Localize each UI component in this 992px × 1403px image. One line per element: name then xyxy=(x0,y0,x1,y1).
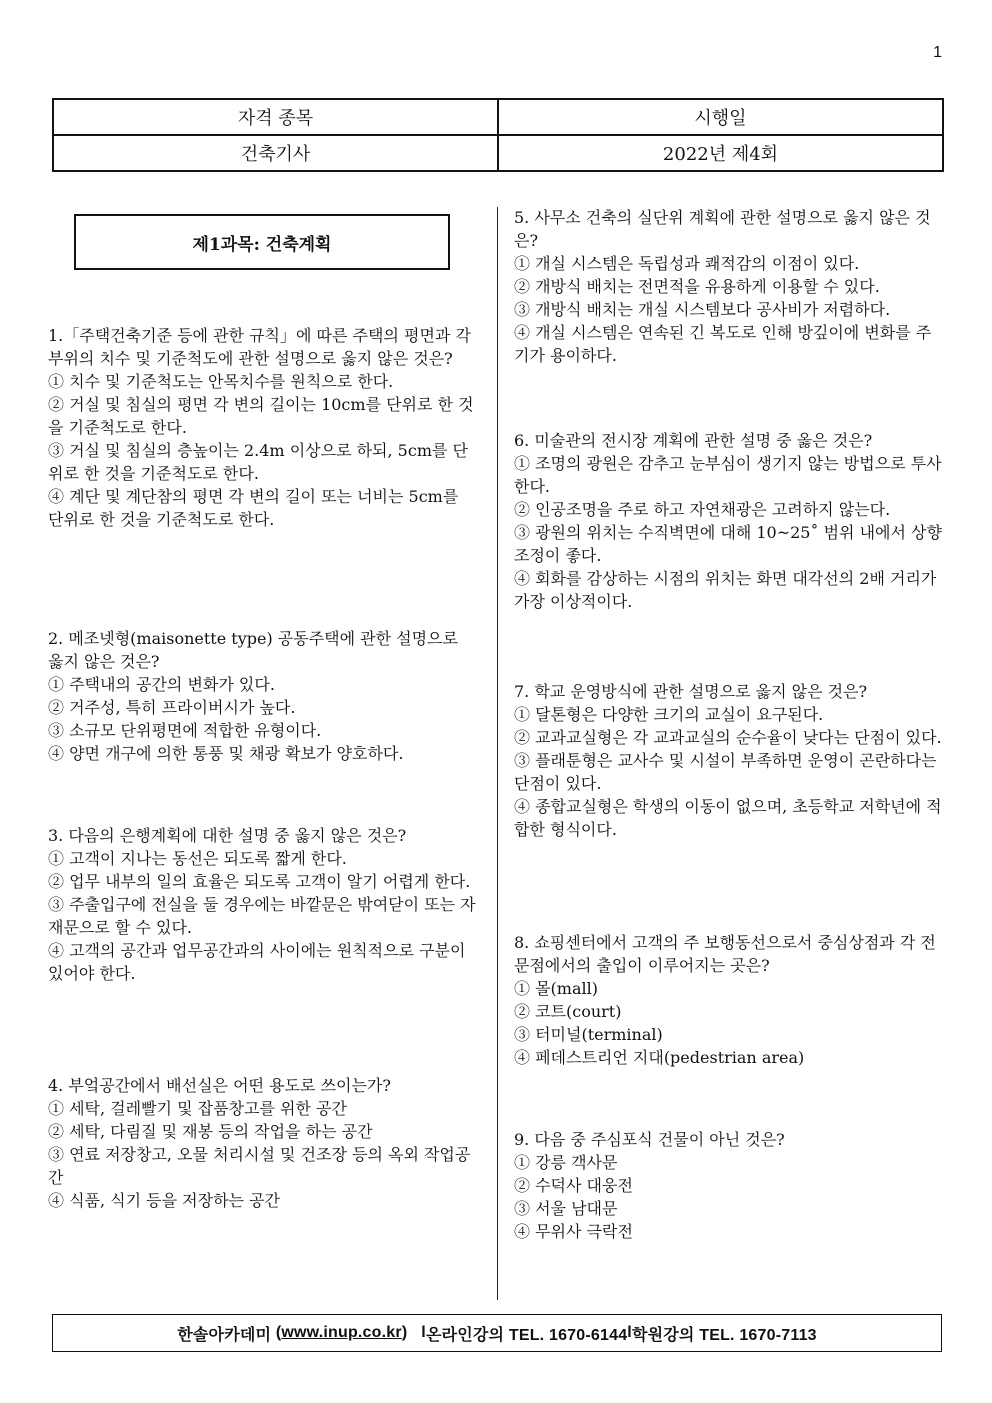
column-divider xyxy=(497,207,498,1300)
question-option: ① 조명의 광원은 감추고 눈부심이 생기지 않는 방법으로 투사한다. xyxy=(514,454,942,496)
question-option: ③ 서울 남대문 xyxy=(514,1199,618,1218)
question-option: ② 거주성, 특히 프라이버시가 높다. xyxy=(48,698,296,717)
question-stem: 1.「주택건축기준 등에 관한 규칙」에 따른 주택의 평면과 각 부위의 치수 및 기준척도에 관한 설명으로 옳지 않은 것은? xyxy=(48,326,471,368)
footer-offline-phone: 학원강의 TEL. 1670-7113 xyxy=(631,1326,817,1344)
question-option: ① 달톤형은 다양한 크기의 교실이 요구된다. xyxy=(514,705,824,724)
question-stem: 7. 학교 운영방식에 관한 설명으로 옳지 않은 것은? xyxy=(514,682,868,701)
footer-contact-box: 한솔아카데미 ( www.inup.co.kr ) l 온라인강의 TEL. 1670-6144 l 학원강의 TEL. 1670-7113 xyxy=(52,1314,942,1352)
question-option: ② 업무 내부의 일의 효율은 되도록 고객이 알기 어렵게 한다. xyxy=(48,872,471,891)
question-option: ② 세탁, 다림질 및 재봉 등의 작업을 하는 공간 xyxy=(48,1122,373,1141)
question-option: ④ 종합교실형은 학생의 이동이 없으며, 초등학교 저학년에 적합한 형식이다. xyxy=(514,797,942,839)
question-1 xyxy=(48,323,478,530)
question-option: ③ 거실 및 침실의 층높이는 2.4m 이상으로 하되, 5cm를 단위로 한 것을 기준척도로 한다. xyxy=(48,441,468,483)
subject-title: 제1과목: 건축계획 xyxy=(74,214,450,270)
question-option: ③ 광원의 위치는 수직벽면에 대해 10~25˚ 범위 내에서 상향조정이 좋다. xyxy=(514,523,942,565)
question-option: ③ 연료 저장창고, 오물 처리시설 및 건조장 등의 옥외 작업공간 xyxy=(48,1145,471,1187)
question-option: ④ 개실 시스템은 연속된 긴 복도로 인해 방깊이에 변화를 주기가 용이하다. xyxy=(514,323,932,365)
question-option: ① 몰(mall) xyxy=(514,979,598,998)
header-label-qualification: 자격 종목 xyxy=(53,99,498,135)
question-option: ① 강릉 객사문 xyxy=(514,1153,618,1172)
question-stem: 2. 메조넷형(maisonette type) 공동주택에 관한 설명으로 옳지 않은 것은? xyxy=(48,629,458,671)
question-option: ② 인공조명을 주로 하고 자연채광은 고려하지 않는다. xyxy=(514,500,891,519)
question-option: ④ 고객의 공간과 업무공간과의 사이에는 원칙적으로 구분이 있어야 한다. xyxy=(48,941,466,983)
question-option: ④ 계단 및 계단참의 평면 각 변의 길이 또는 너비는 5cm를 단위로 한 것을 기준척도로 한다. xyxy=(48,487,459,529)
question-option: ③ 소규모 단위평면에 적합한 유형이다. xyxy=(48,721,322,740)
question-option: ② 교과교실형은 각 교과교실의 순수율이 낮다는 단점이 있다. xyxy=(514,728,942,747)
question-option: ② 수덕사 대웅전 xyxy=(514,1176,633,1195)
question-2 xyxy=(48,626,478,764)
question-option: ① 주택내의 공간의 변화가 있다. xyxy=(48,675,275,694)
question-option: ③ 터미널(terminal) xyxy=(514,1025,663,1044)
footer-separator: l xyxy=(627,1324,632,1341)
header-label-exam-date: 시행일 xyxy=(498,99,943,135)
footer-separator: l xyxy=(421,1324,426,1341)
qualification-value: 건축기사 xyxy=(53,135,498,171)
question-option: ② 개방식 배치는 전면적을 유용하게 이용할 수 있다. xyxy=(514,277,880,296)
question-option: ④ 회화를 감상하는 시점의 위치는 화면 대각선의 2배 거리가 가장 이상적이다. xyxy=(514,569,937,611)
question-option: ① 고객이 지나는 동선은 되도록 짧게 한다. xyxy=(48,849,347,868)
question-option: ③ 플래툰형은 교사수 및 시설이 부족하면 운영이 곤란하다는 단점이 있다. xyxy=(514,751,937,793)
exam-date-value: 2022년 제4회 xyxy=(498,135,943,171)
question-stem: 5. 사무소 건축의 실단위 계획에 관한 설명으로 옳지 않은 것은? xyxy=(514,208,931,250)
question-option: ③ 개방식 배치는 개실 시스템보다 공사비가 저렴하다. xyxy=(514,300,891,319)
footer-academy-name: 한솔아카데미 xyxy=(177,1326,272,1344)
question-stem: 4. 부엌공간에서 배선실은 어떤 용도로 쓰이는가? xyxy=(48,1076,391,1095)
question-option: ④ 양면 개구에 의한 통풍 및 채광 확보가 양호하다. xyxy=(48,744,404,763)
question-stem: 6. 미술관의 전시장 계획에 관한 설명 중 옳은 것은? xyxy=(514,431,873,450)
footer-online-phone: 온라인강의 TEL. 1670-6144 xyxy=(425,1326,628,1344)
question-option: ② 코트(court) xyxy=(514,1002,622,1021)
question-option: ④ 무위사 극락전 xyxy=(514,1222,633,1241)
question-option: ② 거실 및 침실의 평면 각 변의 길이는 10cm를 단위로 한 것을 기준척도로 한다. xyxy=(48,395,474,437)
question-9 xyxy=(514,1127,944,1242)
question-7 xyxy=(514,679,944,840)
footer-website-link[interactable]: www.inup.co.kr xyxy=(281,1324,402,1341)
question-3 xyxy=(48,823,478,984)
page-number: 1 xyxy=(933,44,942,61)
question-stem: 9. 다음 중 주심포식 건물이 아닌 것은? xyxy=(514,1130,785,1149)
question-stem: 3. 다음의 은행계획에 대한 설명 중 옳지 않은 것은? xyxy=(48,826,407,845)
question-stem: 8. 쇼핑센터에서 고객의 주 보행동선으로서 중심상점과 각 전문점에서의 출입이 이루어지는 곳은? xyxy=(514,933,936,975)
question-4 xyxy=(48,1073,478,1211)
question-option: ① 개실 시스템은 독립성과 쾌적감의 이점이 있다. xyxy=(514,254,860,273)
question-option: ④ 식품, 식기 등을 저장하는 공간 xyxy=(48,1191,280,1210)
question-6 xyxy=(514,428,944,612)
question-option: ① 치수 및 기준척도는 안목치수를 원칙으로 한다. xyxy=(48,372,394,391)
question-option: ④ 페데스트리언 지대(pedestrian area) xyxy=(514,1048,805,1067)
question-option: ③ 주출입구에 전실을 둘 경우에는 바깥문은 밖여닫이 또는 자재문으로 할 수 있다. xyxy=(48,895,476,937)
exam-header-table xyxy=(52,98,944,172)
question-5 xyxy=(514,205,944,366)
question-8 xyxy=(514,930,944,1068)
question-option: ① 세탁, 걸레빨기 및 잡품창고를 위한 공간 xyxy=(48,1099,347,1118)
